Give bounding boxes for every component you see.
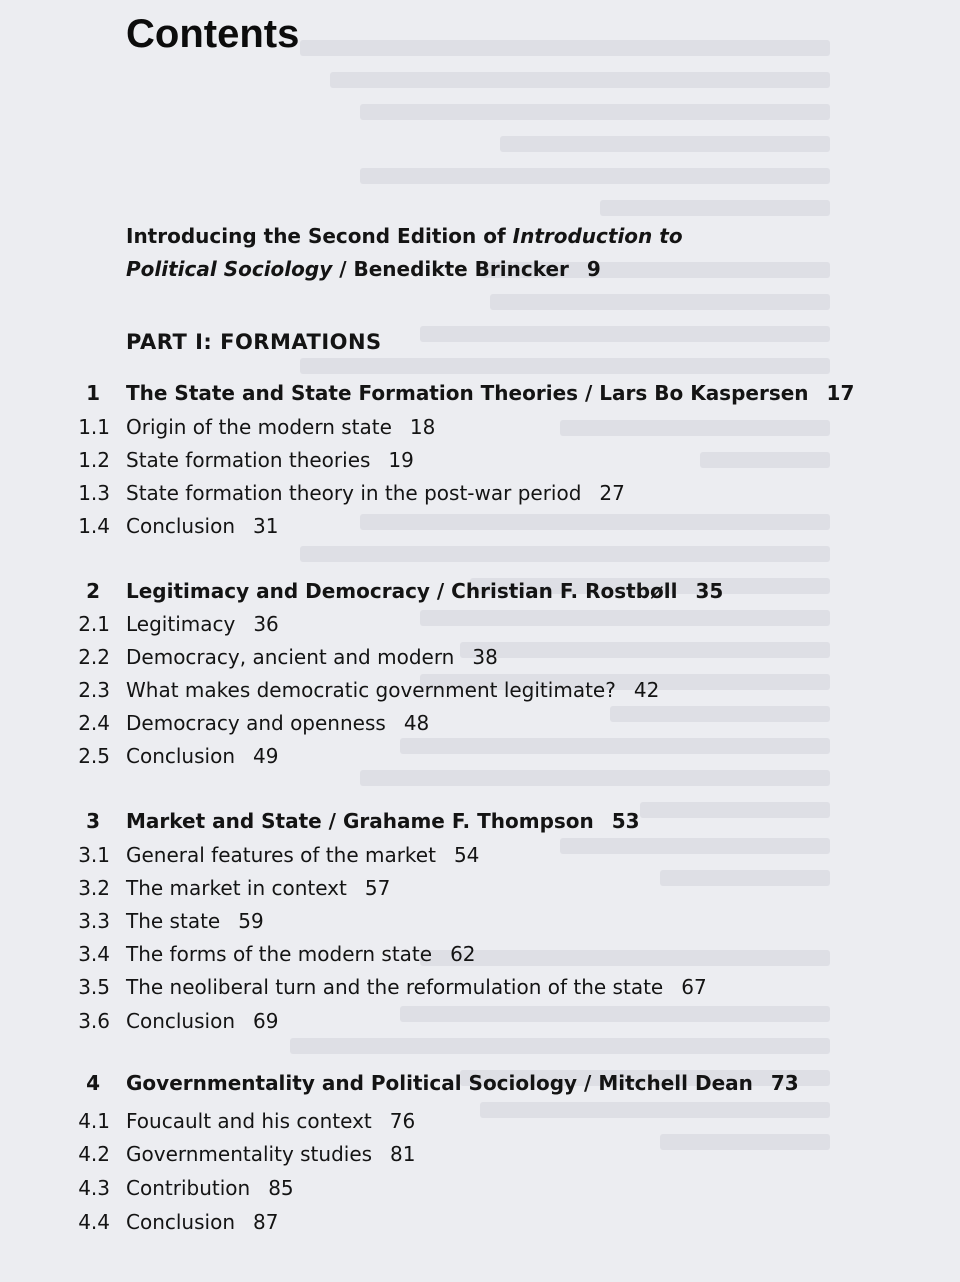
section-entry[interactable]	[0, 1173, 960, 1203]
section-title: State formation theory in the post-war period	[126, 481, 582, 505]
section-title: Democracy, ancient and modern	[126, 645, 455, 669]
chapter-page: 35	[695, 579, 724, 603]
part-title: PART I: FORMATIONS	[126, 330, 382, 354]
section-title: The market in context	[126, 876, 347, 900]
chapter-page: 73	[770, 1071, 799, 1095]
section-title: Origin of the modern state	[126, 415, 392, 439]
section-page: 87	[253, 1210, 279, 1234]
section-title: Democracy and openness	[126, 711, 386, 735]
section-entry[interactable]	[0, 445, 960, 475]
section-entry[interactable]	[0, 609, 960, 639]
section-number: 2.5	[78, 744, 110, 768]
chapter-number: 2	[86, 579, 100, 603]
section-number: 2.1	[78, 612, 110, 636]
chapter-number: 3	[86, 809, 100, 833]
section-title: Conclusion	[126, 1009, 235, 1033]
section-number: 3.2	[78, 876, 110, 900]
chapter-page: 17	[826, 381, 855, 405]
section-page: 27	[599, 481, 625, 505]
section-page: 76	[389, 1109, 416, 1133]
chapter-entry[interactable]	[0, 806, 960, 836]
section-entry[interactable]	[0, 906, 960, 936]
intro-entry[interactable]	[126, 220, 766, 286]
section-number: 4.1	[78, 1109, 110, 1133]
section-entry[interactable]	[0, 478, 960, 508]
section-number: 1.1	[78, 415, 110, 439]
section-number: 3.5	[78, 975, 110, 999]
chapter-title: Legitimacy and Democracy / Christian F. Rostbøll	[126, 579, 678, 603]
section-number: 4.3	[78, 1176, 110, 1200]
section-entry[interactable]	[0, 972, 960, 1002]
section-number: 3.6	[78, 1009, 110, 1033]
intro-page-number: 9	[586, 257, 601, 281]
chapter-entry[interactable]	[0, 576, 960, 606]
section-page: 18	[409, 415, 436, 439]
section-title: Conclusion	[126, 744, 235, 768]
section-number: 3.1	[78, 843, 110, 867]
section-page: 54	[453, 843, 480, 867]
section-page: 69	[253, 1009, 279, 1033]
chapter-title: Governmentality and Political Sociology / Mitchell Dean	[126, 1071, 753, 1095]
section-page: 31	[253, 514, 279, 538]
section-page: 62	[450, 942, 476, 966]
section-entry[interactable]	[0, 708, 960, 738]
section-number: 3.4	[78, 942, 110, 966]
section-page: 48	[403, 711, 430, 735]
section-title: State formation theories	[126, 448, 371, 472]
intro-author: / Benedikte Brincker	[332, 257, 569, 281]
section-title: Conclusion	[126, 514, 235, 538]
chapter-number: 1	[86, 381, 100, 405]
chapter-title: Market and State / Grahame F. Thompson	[126, 809, 594, 833]
section-page: 49	[253, 744, 279, 768]
section-page: 42	[633, 678, 660, 702]
intro-prefix: Introducing the Second Edition of	[126, 224, 506, 248]
section-number: 1.3	[78, 481, 110, 505]
section-title: Governmentality studies	[126, 1142, 373, 1166]
section-entry[interactable]	[0, 840, 960, 870]
section-entry[interactable]	[0, 412, 960, 442]
section-page: 67	[681, 975, 707, 999]
section-page: 85	[268, 1176, 294, 1200]
section-page: 19	[388, 448, 414, 472]
chapter-entry[interactable]	[0, 1068, 960, 1098]
section-entry[interactable]	[0, 675, 960, 705]
section-number: 3.3	[78, 909, 110, 933]
section-title: What makes democratic government legitimate?	[126, 678, 616, 702]
section-page: 38	[472, 645, 498, 669]
section-title: Legitimacy	[126, 612, 236, 636]
section-number: 4.2	[78, 1142, 110, 1166]
section-title: The forms of the modern state	[126, 942, 433, 966]
section-number: 4.4	[78, 1210, 110, 1234]
chapter-title: The State and State Formation Theories / Lars Bo Kaspersen	[126, 381, 809, 405]
section-entry[interactable]	[0, 1006, 960, 1036]
section-number: 1.4	[78, 514, 110, 538]
section-entry[interactable]	[0, 1207, 960, 1237]
chapter-page: 53	[611, 809, 640, 833]
intro-book-title: Introduction to Political Sociology	[126, 224, 683, 281]
chapter-number: 4	[86, 1071, 100, 1095]
section-entry[interactable]	[0, 741, 960, 771]
section-number: 1.2	[78, 448, 110, 472]
section-page: 36	[253, 612, 279, 636]
section-page: 81	[390, 1142, 416, 1166]
section-entry[interactable]	[0, 511, 960, 541]
section-entry[interactable]	[0, 642, 960, 672]
section-number: 2.2	[78, 645, 110, 669]
section-title: General features of the market	[126, 843, 436, 867]
section-number: 2.3	[78, 678, 110, 702]
section-title: Conclusion	[126, 1210, 235, 1234]
section-title: The neoliberal turn and the reformulation of the state	[126, 975, 664, 999]
section-entry[interactable]	[0, 873, 960, 903]
section-entry[interactable]	[0, 939, 960, 969]
chapter-entry[interactable]	[0, 378, 960, 408]
section-title: Contribution	[126, 1176, 251, 1200]
section-title: Foucault and his context	[126, 1109, 372, 1133]
section-page: 57	[364, 876, 391, 900]
section-entry[interactable]	[0, 1139, 960, 1169]
section-number: 2.4	[78, 711, 110, 735]
page-title: Contents	[126, 12, 300, 56]
section-entry[interactable]	[0, 1106, 960, 1136]
section-title: The state	[126, 909, 221, 933]
section-page: 59	[238, 909, 264, 933]
